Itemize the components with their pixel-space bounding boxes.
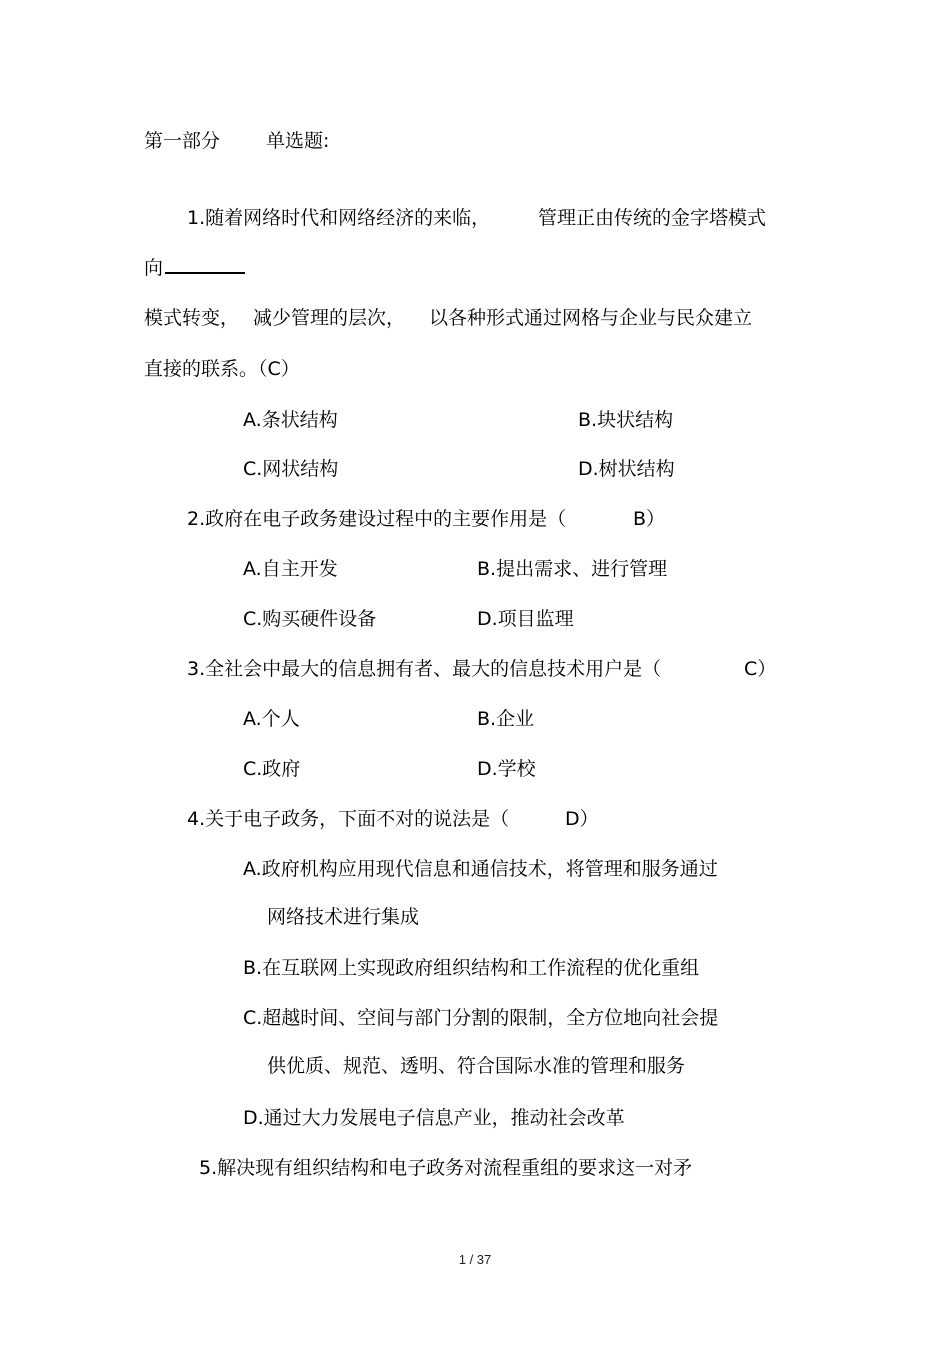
q4-option-c-line1: C.超越时间、空间与部门分割的限制，全方位地向社会提	[243, 1007, 719, 1029]
q1-line1b: 管理正由传统的金字塔模式	[538, 207, 767, 229]
q1-line3c: 以各种形式通过网格与企业与民众建立	[429, 307, 753, 329]
q1-line3b: 减少管理的层次，	[253, 307, 406, 329]
q2-stem: 2.政府在电子政务建设过程中的主要作用是（	[187, 508, 567, 530]
q4-stem: 4.关于电子政务，下面不对的说法是（	[187, 808, 510, 830]
q3-option-d: D.学校	[477, 758, 536, 780]
q1-option-d: D.树状结构	[578, 458, 675, 480]
section-part: 第一部分	[144, 130, 221, 152]
q4-answer: D）	[565, 808, 599, 830]
q1-option-a: A.条状结构	[243, 409, 338, 431]
page-number: 1 / 37	[458, 1252, 492, 1267]
q3-option-a: A.个人	[243, 708, 300, 730]
q3-answer: C）	[744, 658, 777, 680]
q3-option-b: B.企业	[477, 708, 535, 730]
q1-line3a: 模式转变，	[144, 307, 240, 329]
q4-option-c-line2: 供优质、规范、透明、符合国际水准的管理和服务	[267, 1055, 686, 1077]
q4-option-a-line1: A.政府机构应用现代信息和通信技术，将管理和服务通过	[243, 858, 718, 880]
q1-line2	[144, 256, 245, 280]
section-type: 单选题:	[266, 130, 330, 152]
q1-line1: 1.随着网络时代和网络经济的来临，	[187, 207, 491, 229]
q2-answer: B）	[633, 508, 666, 530]
q3-option-c: C.政府	[243, 758, 301, 780]
q1-option-b: B.块状结构	[578, 409, 674, 431]
q4-option-d: D.通过大力发展电子信息产业，推动社会改革	[243, 1107, 625, 1129]
q4-option-a-line2: 网络技术进行集成	[267, 906, 420, 928]
q1-line2-text: 向	[144, 257, 164, 279]
answer-blank	[165, 256, 245, 274]
q2-option-d: D.项目监理	[477, 608, 574, 630]
q1-line4: 直接的联系。（C）	[144, 358, 300, 380]
q2-option-b: B.提出需求、进行管理	[477, 558, 668, 580]
q1-option-c: C.网状结构	[243, 458, 339, 480]
q3-stem: 3.全社会中最大的信息拥有者、最大的信息技术用户是（	[187, 658, 662, 680]
q2-option-a: A.自主开发	[243, 558, 338, 580]
q2-option-c: C.购买硬件设备	[243, 608, 377, 630]
q5-stem: 5.解决现有组织结构和电子政务对流程重组的要求这一对矛	[199, 1157, 693, 1179]
q4-option-b: B.在互联网上实现政府组织结构和工作流程的优化重组	[243, 957, 700, 979]
